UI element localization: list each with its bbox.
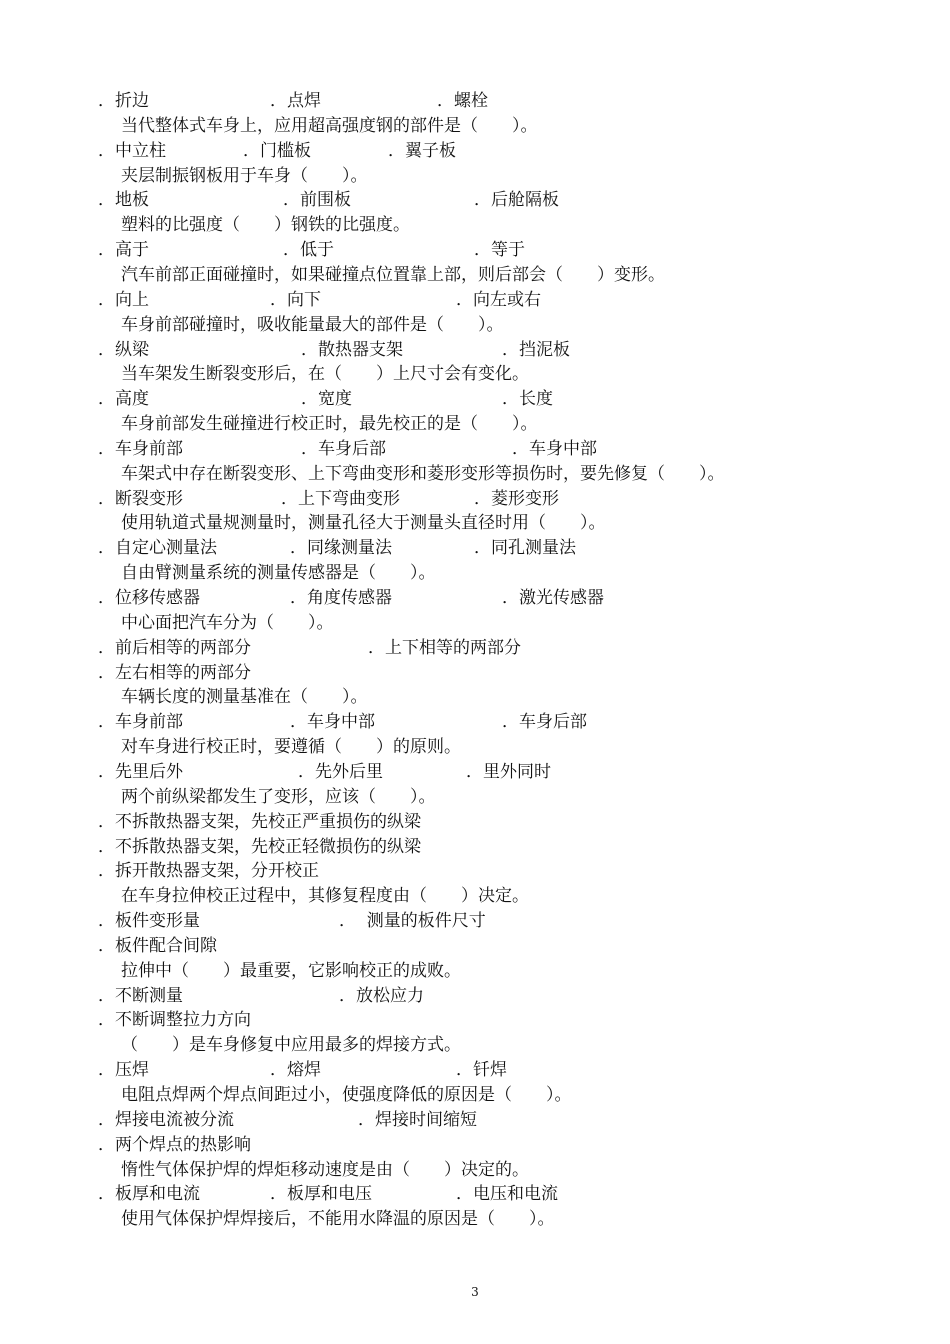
option-text: ． 测量的板件尺寸	[339, 911, 486, 932]
option-text: ．自定心测量法	[98, 538, 217, 559]
option-text: ．位移传感器	[98, 588, 200, 608]
option-text: ．激光传感器	[502, 588, 604, 608]
question-line	[0, 362, 950, 387]
options-line	[0, 1008, 950, 1033]
question-line	[0, 114, 950, 139]
options-line	[0, 710, 950, 735]
question-line	[0, 1158, 950, 1183]
question-line	[0, 1207, 950, 1232]
question-text: 使用轨道式量规测量时，测量孔径大于测量头直径时用（ ）。	[121, 513, 606, 534]
question-text: 拉伸中（ ）最重要，它影响校正的成败。	[121, 960, 461, 981]
option-text: ．菱形变形	[474, 488, 559, 509]
option-text: ．翼子板	[388, 140, 456, 161]
option-text: ．宽度	[301, 389, 352, 410]
option-text: ．中立柱	[98, 140, 166, 161]
option-text: ．放松应力	[339, 985, 424, 1006]
option-text: ．不拆散热器支架，先校正严重损伤的纵梁	[98, 811, 421, 832]
option-text: ．车身后部	[502, 712, 587, 733]
options-line	[0, 437, 950, 462]
question-line	[0, 412, 950, 437]
option-text: ．车身后部	[301, 438, 386, 459]
question-line	[0, 462, 950, 487]
option-text: ．钎焊	[456, 1060, 507, 1081]
options-line	[0, 1182, 950, 1207]
question-line	[0, 263, 950, 288]
options-line	[0, 984, 950, 1009]
options-line	[0, 387, 950, 412]
option-text: ．角度传感器	[290, 588, 392, 608]
question-line	[0, 959, 950, 984]
option-text: ．先外后里	[298, 761, 383, 782]
option-text: ．向下	[270, 289, 321, 310]
option-text: ．车身中部	[512, 438, 597, 459]
option-text: ．散热器支架	[301, 339, 403, 360]
question-text: 塑料的比强度（ ）钢铁的比强度。	[121, 215, 410, 236]
options-line	[0, 586, 950, 611]
question-text: 车架式中存在断裂变形、上下弯曲变形和菱形变形等损伤时，要先修复（ ）。	[121, 463, 725, 484]
option-text: ．电压和电流	[456, 1184, 558, 1205]
option-text: ．熔焊	[270, 1060, 321, 1081]
question-text: 中心面把汽车分为（ ）。	[121, 612, 334, 633]
question-text: 车身前部碰撞时，吸收能量最大的部件是（ ）。	[121, 314, 504, 335]
option-text: ．同孔测量法	[474, 538, 576, 559]
options-line	[0, 536, 950, 561]
option-text: ．门槛板	[243, 140, 311, 161]
question-line	[0, 164, 950, 189]
question-text: 电阻点焊两个焊点间距过小，使强度降低的原因是（ ）。	[121, 1085, 572, 1105]
option-text: ．折边	[98, 91, 149, 111]
option-text: ．长度	[502, 389, 553, 410]
option-text: ．同缘测量法	[290, 538, 392, 559]
question-text: 在车身拉伸校正过程中，其修复程度由（ ）决定。	[121, 886, 529, 907]
option-text: ．等于	[474, 240, 525, 261]
question-text: 车身前部发生碰撞进行校正时，最先校正的是（ ）。	[121, 414, 538, 435]
option-text: ．低于	[283, 240, 334, 261]
option-text: ．向左或右	[456, 289, 541, 310]
question-line	[0, 611, 950, 636]
question-text: 车辆长度的测量基准在（ ）。	[121, 687, 368, 708]
options-line	[0, 760, 950, 785]
options-line	[0, 188, 950, 213]
options-line	[0, 288, 950, 313]
options-line	[0, 636, 950, 661]
option-text: ．高于	[98, 240, 149, 261]
option-text: ．先里后外	[98, 761, 183, 782]
question-line	[0, 561, 950, 586]
question-text: 当代整体式车身上，应用超高强度钢的部件是（ ）。	[121, 115, 538, 136]
option-text: ．板件变形量	[98, 911, 200, 932]
options-line	[0, 487, 950, 512]
option-text: ．纵梁	[98, 339, 149, 360]
option-text: ．板厚和电压	[270, 1184, 372, 1205]
option-text: ．向上	[98, 289, 149, 310]
options-line	[0, 89, 950, 114]
option-text: ．上下弯曲变形	[281, 488, 400, 509]
option-text: ．断裂变形	[98, 488, 183, 509]
options-line	[0, 139, 950, 164]
question-line	[0, 313, 950, 338]
option-text: ．不断测量	[98, 985, 183, 1006]
page-number: 3	[471, 1285, 479, 1299]
question-line	[0, 1083, 950, 1108]
question-text: （ ）是车身修复中应用最多的焊接方式。	[121, 1035, 461, 1056]
options-line	[0, 1058, 950, 1083]
options-line	[0, 1133, 950, 1158]
option-text: ．左右相等的两部分	[98, 662, 251, 683]
option-text: ．两个焊点的热影响	[98, 1134, 251, 1155]
option-text: ．高度	[98, 389, 149, 410]
option-text: ．压焊	[98, 1060, 149, 1081]
question-text: 夹层制振钢板用于车身（ ）。	[121, 165, 368, 186]
option-text: ．拆开散热器支架，分开校正	[98, 861, 319, 882]
option-text: ．板件配合间隙	[98, 935, 217, 956]
question-line	[0, 1033, 950, 1058]
option-text: ．前围板	[283, 190, 351, 211]
option-text: ．车身前部	[98, 438, 183, 459]
option-text: ．板厚和电流	[98, 1184, 200, 1205]
options-line	[0, 810, 950, 835]
option-text: ．地板	[98, 190, 149, 211]
options-line	[0, 835, 950, 860]
option-text: ．不断调整拉力方向	[98, 1010, 251, 1031]
question-text: 当车架发生断裂变形后，在（ ）上尺寸会有变化。	[121, 364, 529, 385]
option-text: ．不拆散热器支架，先校正轻微损伤的纵梁	[98, 836, 421, 857]
question-text: 对车身进行校正时，要遵循（ ）的原则。	[121, 737, 461, 758]
options-line	[0, 338, 950, 363]
option-text: ．焊接电流被分流	[98, 1109, 234, 1130]
question-text: 两个前纵梁都发生了变形，应该（ ）。	[121, 786, 436, 807]
question-text: 使用气体保护焊焊接后，不能用水降温的原因是（ ）。	[121, 1209, 555, 1230]
question-text: 惰性气体保护焊的焊炬移动速度是由（ ）决定的。	[121, 1159, 529, 1180]
question-line	[0, 685, 950, 710]
question-line	[0, 511, 950, 536]
options-line	[0, 909, 950, 934]
option-text: ．焊接时间缩短	[358, 1109, 477, 1130]
option-text: ．螺栓	[437, 91, 488, 111]
option-text: ．后舱隔板	[474, 190, 559, 211]
options-line	[0, 934, 950, 959]
question-text: 汽车前部正面碰撞时，如果碰撞点位置靠上部，则后部会（ ）变形。	[121, 264, 665, 285]
options-line	[0, 238, 950, 263]
question-line	[0, 735, 950, 760]
option-text: ．前后相等的两部分	[98, 637, 251, 658]
options-line	[0, 859, 950, 884]
option-text: ．挡泥板	[502, 339, 570, 360]
question-line	[0, 884, 950, 909]
option-text: ．上下相等的两部分	[368, 637, 521, 658]
option-text: ．车身前部	[98, 712, 183, 733]
option-text: ．里外同时	[466, 761, 551, 782]
option-text: ．车身中部	[290, 712, 375, 733]
options-line	[0, 1108, 950, 1133]
question-line	[0, 213, 950, 238]
question-text: 自由臂测量系统的测量传感器是（ ）。	[121, 563, 436, 584]
option-text: ．点焊	[270, 91, 321, 111]
options-line	[0, 661, 950, 686]
question-line	[0, 785, 950, 810]
